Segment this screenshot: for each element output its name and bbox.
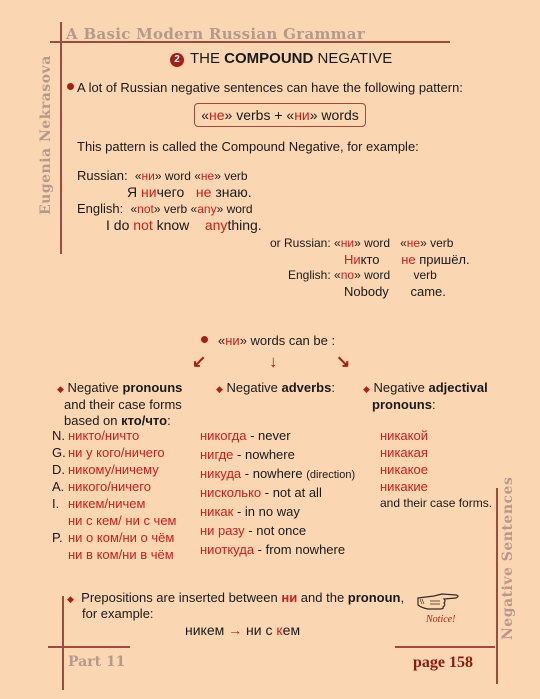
author-vertical: Eugenia Nekrasova [38, 55, 54, 215]
list-item [52, 461, 177, 478]
ex1-en-end: » word [216, 202, 253, 216]
ex2-ru-q1: « [334, 236, 341, 250]
prep-ex-left: никем [185, 622, 225, 638]
prep-mid: and the [297, 590, 348, 605]
case-label: P. [52, 530, 63, 545]
left-rule-top [60, 22, 62, 254]
list-item [200, 427, 355, 446]
example2-en-sentence [344, 284, 446, 299]
ex1-ru-verb: знаю. [211, 184, 252, 200]
ex1-ru-sent-ne: не [195, 184, 212, 200]
book-title: A Basic Modern Russian Grammar [66, 25, 366, 43]
example2-en-pattern [288, 268, 437, 282]
down-arrow-icon: ↓ [269, 352, 278, 371]
ex1-ru-ne: не [200, 169, 215, 183]
list-item [52, 529, 177, 546]
prep-ni: ни [281, 590, 298, 605]
pointing-hand-icon [416, 588, 462, 612]
pattern-q1: « [201, 107, 209, 123]
col1-head-l3-pre: based on [64, 413, 122, 428]
ex2-ru-mid: » word « [354, 236, 407, 250]
section-number: 2 [174, 54, 180, 65]
bullet-dot-icon [201, 336, 208, 343]
ex2-en-no: no [340, 268, 355, 282]
list-item [200, 484, 355, 503]
ex1-en-pre: I do [106, 217, 134, 233]
left-rule-bottom [62, 596, 64, 690]
adverb-en: - not once [244, 523, 307, 538]
adverb-en: - in no way [233, 504, 300, 519]
bullet-dot-icon [67, 83, 74, 90]
ex2-ru-sent-ne: не [401, 252, 416, 267]
list-item [52, 512, 177, 529]
list-item [52, 444, 177, 461]
ex2-en-word: Nobody [344, 284, 389, 299]
col2-head-post: : [331, 380, 335, 395]
list-item [200, 522, 355, 541]
case-label: N. [52, 428, 65, 443]
ex2-en-q1: « [334, 268, 341, 282]
ni-words-post: » words can be : [239, 333, 336, 348]
prep-bold: pronoun [347, 590, 401, 605]
notice-label: Notice! [426, 614, 456, 625]
col2-rows [200, 427, 355, 560]
ex1-ru-mid: » word « [154, 169, 201, 183]
adverb-en: - not at all [261, 485, 322, 500]
prep-ex-right-pre: ни с [246, 622, 277, 638]
preposition-line [67, 590, 404, 605]
col3-head-pre: Negative [373, 380, 429, 395]
col1-head-l3-post: : [167, 413, 171, 428]
ex2-en-mid: » word verb [354, 268, 437, 282]
col1-head-bold: pronouns [122, 380, 183, 395]
section-title [170, 50, 392, 67]
example1-ru-label: Russian: [77, 168, 128, 183]
bottom-rule-left [48, 646, 130, 648]
col3-head-bold: adjectival [428, 380, 488, 395]
ni-words-line [201, 333, 335, 348]
adverb-en: - from nowhere [254, 542, 346, 557]
case-form: ни о ком/ни о чём [68, 530, 175, 545]
adverb-ru: ниоткуда [200, 542, 255, 557]
prep-pre: Prepositions are inserted between [81, 590, 282, 605]
col2-head-bold: adverbs [281, 380, 332, 395]
adverb-en: - nowhere [233, 447, 295, 462]
adverb-ru: ни разу [200, 523, 245, 538]
col1-head-pre: Negative [67, 380, 123, 395]
col1-head-l3-bold: кто/что [121, 413, 168, 428]
col1-head-l2: and their case forms [64, 397, 182, 412]
list-item: никакое [380, 462, 428, 477]
adverb-note: (direction) [306, 469, 356, 481]
case-form: ни у кого/ничего [68, 445, 165, 460]
ex1-ru-sent-ni: ни [141, 184, 157, 200]
ex2-en-verb: came. [410, 284, 446, 299]
col2-head-pre: Negative [226, 380, 282, 395]
col1-heading [57, 380, 182, 429]
right-rule [496, 488, 498, 684]
col3-head-l2-post: : [431, 397, 436, 412]
ex1-ru-end: » verb [214, 169, 248, 183]
prep-post: , [400, 590, 405, 605]
ex1-en-mid: » verb « [153, 202, 198, 216]
ex1-ru-word: чего [156, 184, 185, 200]
list-item [200, 541, 355, 560]
intro-text: A lot of Russian negative sentences can have the following pattern: [77, 80, 463, 95]
ex1-ru-q1: « [134, 169, 142, 183]
ex1-en-sent-mid: know [152, 217, 205, 233]
adverb-ru: нисколько [200, 485, 262, 500]
example2-en-label: English: [288, 268, 331, 282]
list-item [52, 427, 177, 444]
list-item [200, 446, 355, 465]
list-item: никакие [380, 479, 428, 494]
diamond-bullet-icon: ◆ [57, 384, 64, 394]
case-label: A. [52, 479, 65, 494]
case-label: I. [52, 496, 60, 511]
diamond-bullet-icon: ◆ [67, 594, 74, 604]
adverb-ru: нигде [200, 447, 234, 462]
example1-ru-pattern [77, 168, 248, 183]
bottom-rule-right [395, 646, 495, 648]
ni-words-pre: « [218, 333, 226, 348]
ex2-ru-end: » verb [420, 236, 454, 250]
adverb-ru: никогда [200, 428, 247, 443]
section-title-bold: COMPOUND [224, 50, 314, 67]
col1-rows [52, 427, 177, 563]
section-title-pre: THE [190, 50, 225, 67]
ex1-en-q1: « [130, 202, 138, 216]
example2-ru-pattern [270, 236, 453, 250]
ex2-ru-verb: пришёл. [415, 252, 470, 267]
section-title-post: NEGATIVE [313, 50, 393, 67]
case-form: ни с кем/ ни с чем [68, 513, 177, 528]
pattern-end: » words [309, 107, 359, 123]
list-item [200, 465, 355, 484]
adverb-ru: никуда [200, 466, 242, 481]
down-left-arrow-icon: ↙ [192, 352, 207, 371]
down-right-arrow-icon: ↘ [336, 352, 351, 371]
case-form: никто/ничто [68, 428, 140, 443]
list-item: никакой [380, 428, 428, 443]
col3-head-l2: pronouns [372, 397, 432, 412]
case-form: никем/ничем [68, 496, 146, 511]
col3-tail: and their case forms. [380, 496, 493, 510]
ex1-en-not: not [137, 202, 154, 216]
adverb-en: - never [246, 428, 291, 443]
ex1-en-sent-not: not [133, 217, 153, 233]
ex1-en-sent-any: any [204, 217, 228, 233]
list-item [200, 503, 355, 522]
list-item: никакая [380, 445, 428, 460]
col2-heading [216, 380, 335, 395]
right-arrow-icon: → [228, 622, 243, 638]
example1-en-label: English: [77, 201, 124, 216]
example1-en-sentence [106, 217, 262, 233]
ex2-ru-ni: ни [340, 236, 355, 250]
adverb-en: - nowhere [241, 466, 307, 481]
ex2-ru-ne: не [406, 236, 421, 250]
col3-heading [363, 380, 488, 413]
intro-line [67, 80, 463, 95]
prep-ex-right-post: ем [282, 622, 301, 638]
diamond-bullet-icon: ◆ [363, 384, 370, 394]
side-title-vertical: Negative Sentences [500, 476, 516, 640]
pattern-box [194, 103, 366, 127]
case-label: G. [52, 445, 66, 460]
pattern-mid: » verbs + « [224, 107, 295, 123]
pattern-ne: не [209, 107, 225, 123]
page-number: page 158 [413, 654, 473, 671]
part-label: Part 11 [68, 654, 126, 670]
ex1-ru-pre: Я [127, 184, 141, 200]
case-form: никого/ничего [68, 479, 151, 494]
example2-ru-label: or Russian: [270, 236, 331, 250]
ex1-en-sent-end: thing. [227, 217, 262, 233]
number-two-circle-icon [170, 53, 184, 67]
prep-ex-right-red: к [276, 622, 283, 638]
list-item [52, 478, 177, 495]
ex1-en-any: any [197, 202, 217, 216]
ex2-ru-sent-ni: Ни [344, 252, 361, 267]
case-form: никому/ничему [68, 462, 159, 477]
diamond-bullet-icon: ◆ [216, 384, 223, 394]
col3-rows [380, 427, 492, 512]
pattern-ni: ни [294, 107, 310, 123]
case-label: D. [52, 462, 65, 477]
case-form: ни в ком/ни в чём [68, 547, 174, 562]
ni-words-ni: ни [225, 333, 240, 348]
adverb-ru: никак [200, 504, 234, 519]
ex2-ru-word: кто [360, 252, 380, 267]
preposition-l2: for example: [82, 606, 154, 621]
list-item [52, 495, 177, 512]
example1-en-pattern [77, 201, 253, 216]
ex1-ru-ni: ни [141, 169, 155, 183]
list-item [52, 546, 177, 563]
pattern-note: This pattern is called the Compound Negative, for example: [77, 139, 419, 154]
example2-ru-sentence [344, 252, 470, 267]
example1-ru-sentence [127, 184, 252, 200]
preposition-example [185, 622, 300, 638]
